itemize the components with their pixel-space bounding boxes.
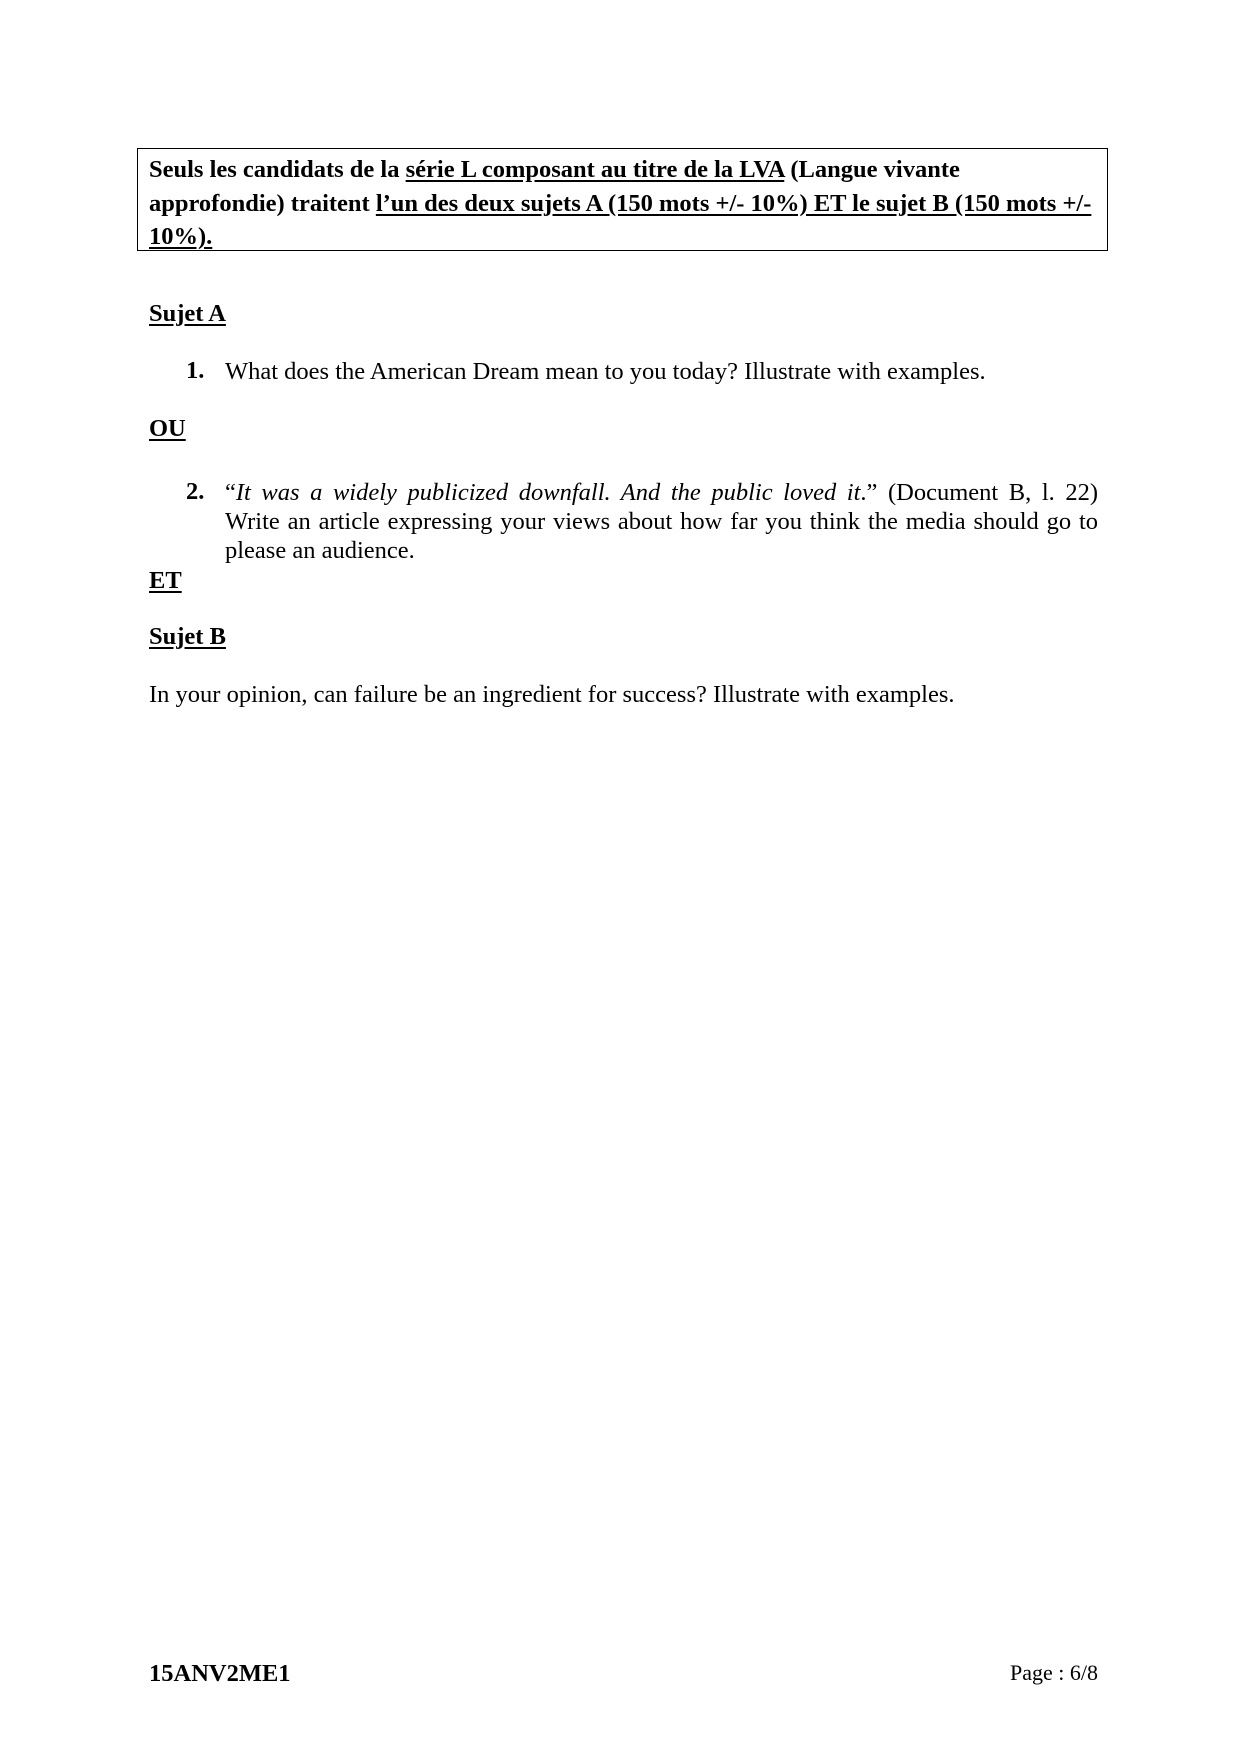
exam-code: 15ANV2ME1 bbox=[149, 1660, 291, 1687]
sujet-a-heading: Sujet A bbox=[149, 300, 226, 327]
sujet-b-heading: Sujet B bbox=[149, 623, 226, 650]
page-number: Page : 6/8 bbox=[1010, 1660, 1098, 1685]
instructions-notice-box bbox=[137, 148, 1108, 251]
notice-text-1: Seuls les candidats de la bbox=[149, 156, 406, 183]
sujet-b-text: In your opinion, can failure be an ingredient for success? Illustrate with examples. bbox=[149, 681, 955, 708]
question-2-line-3: please an audience. bbox=[225, 537, 415, 564]
ou-separator: OU bbox=[149, 415, 186, 442]
notice-subjects-requirement: l’un des deux sujets A (150 mots +/- 10%) ET le sujet B (150 mots +/- 10%). bbox=[149, 189, 1092, 250]
question-2-line-1: “It was a widely publicized downfall. And the public loved it.” (Document B, l. 22) bbox=[225, 479, 1098, 506]
et-connector: ET bbox=[149, 567, 182, 594]
question-2-line-2: Write an article expressing your views about how far you think the media should go to bbox=[225, 508, 1098, 535]
question-2-quote: It was a widely publicized downfall. And the public loved it bbox=[235, 479, 861, 506]
question-2-number: 2. bbox=[186, 478, 205, 505]
question-2-text bbox=[225, 478, 1098, 565]
notice-text-2: (Langue vivante approfondie) traitent bbox=[149, 156, 960, 217]
notice-serie-l: série L composant au titre de la LVA bbox=[405, 156, 785, 183]
question-1-text: What does the American Dream mean to you today? Illustrate with examples. bbox=[225, 358, 986, 385]
question-1-number: 1. bbox=[186, 357, 205, 384]
